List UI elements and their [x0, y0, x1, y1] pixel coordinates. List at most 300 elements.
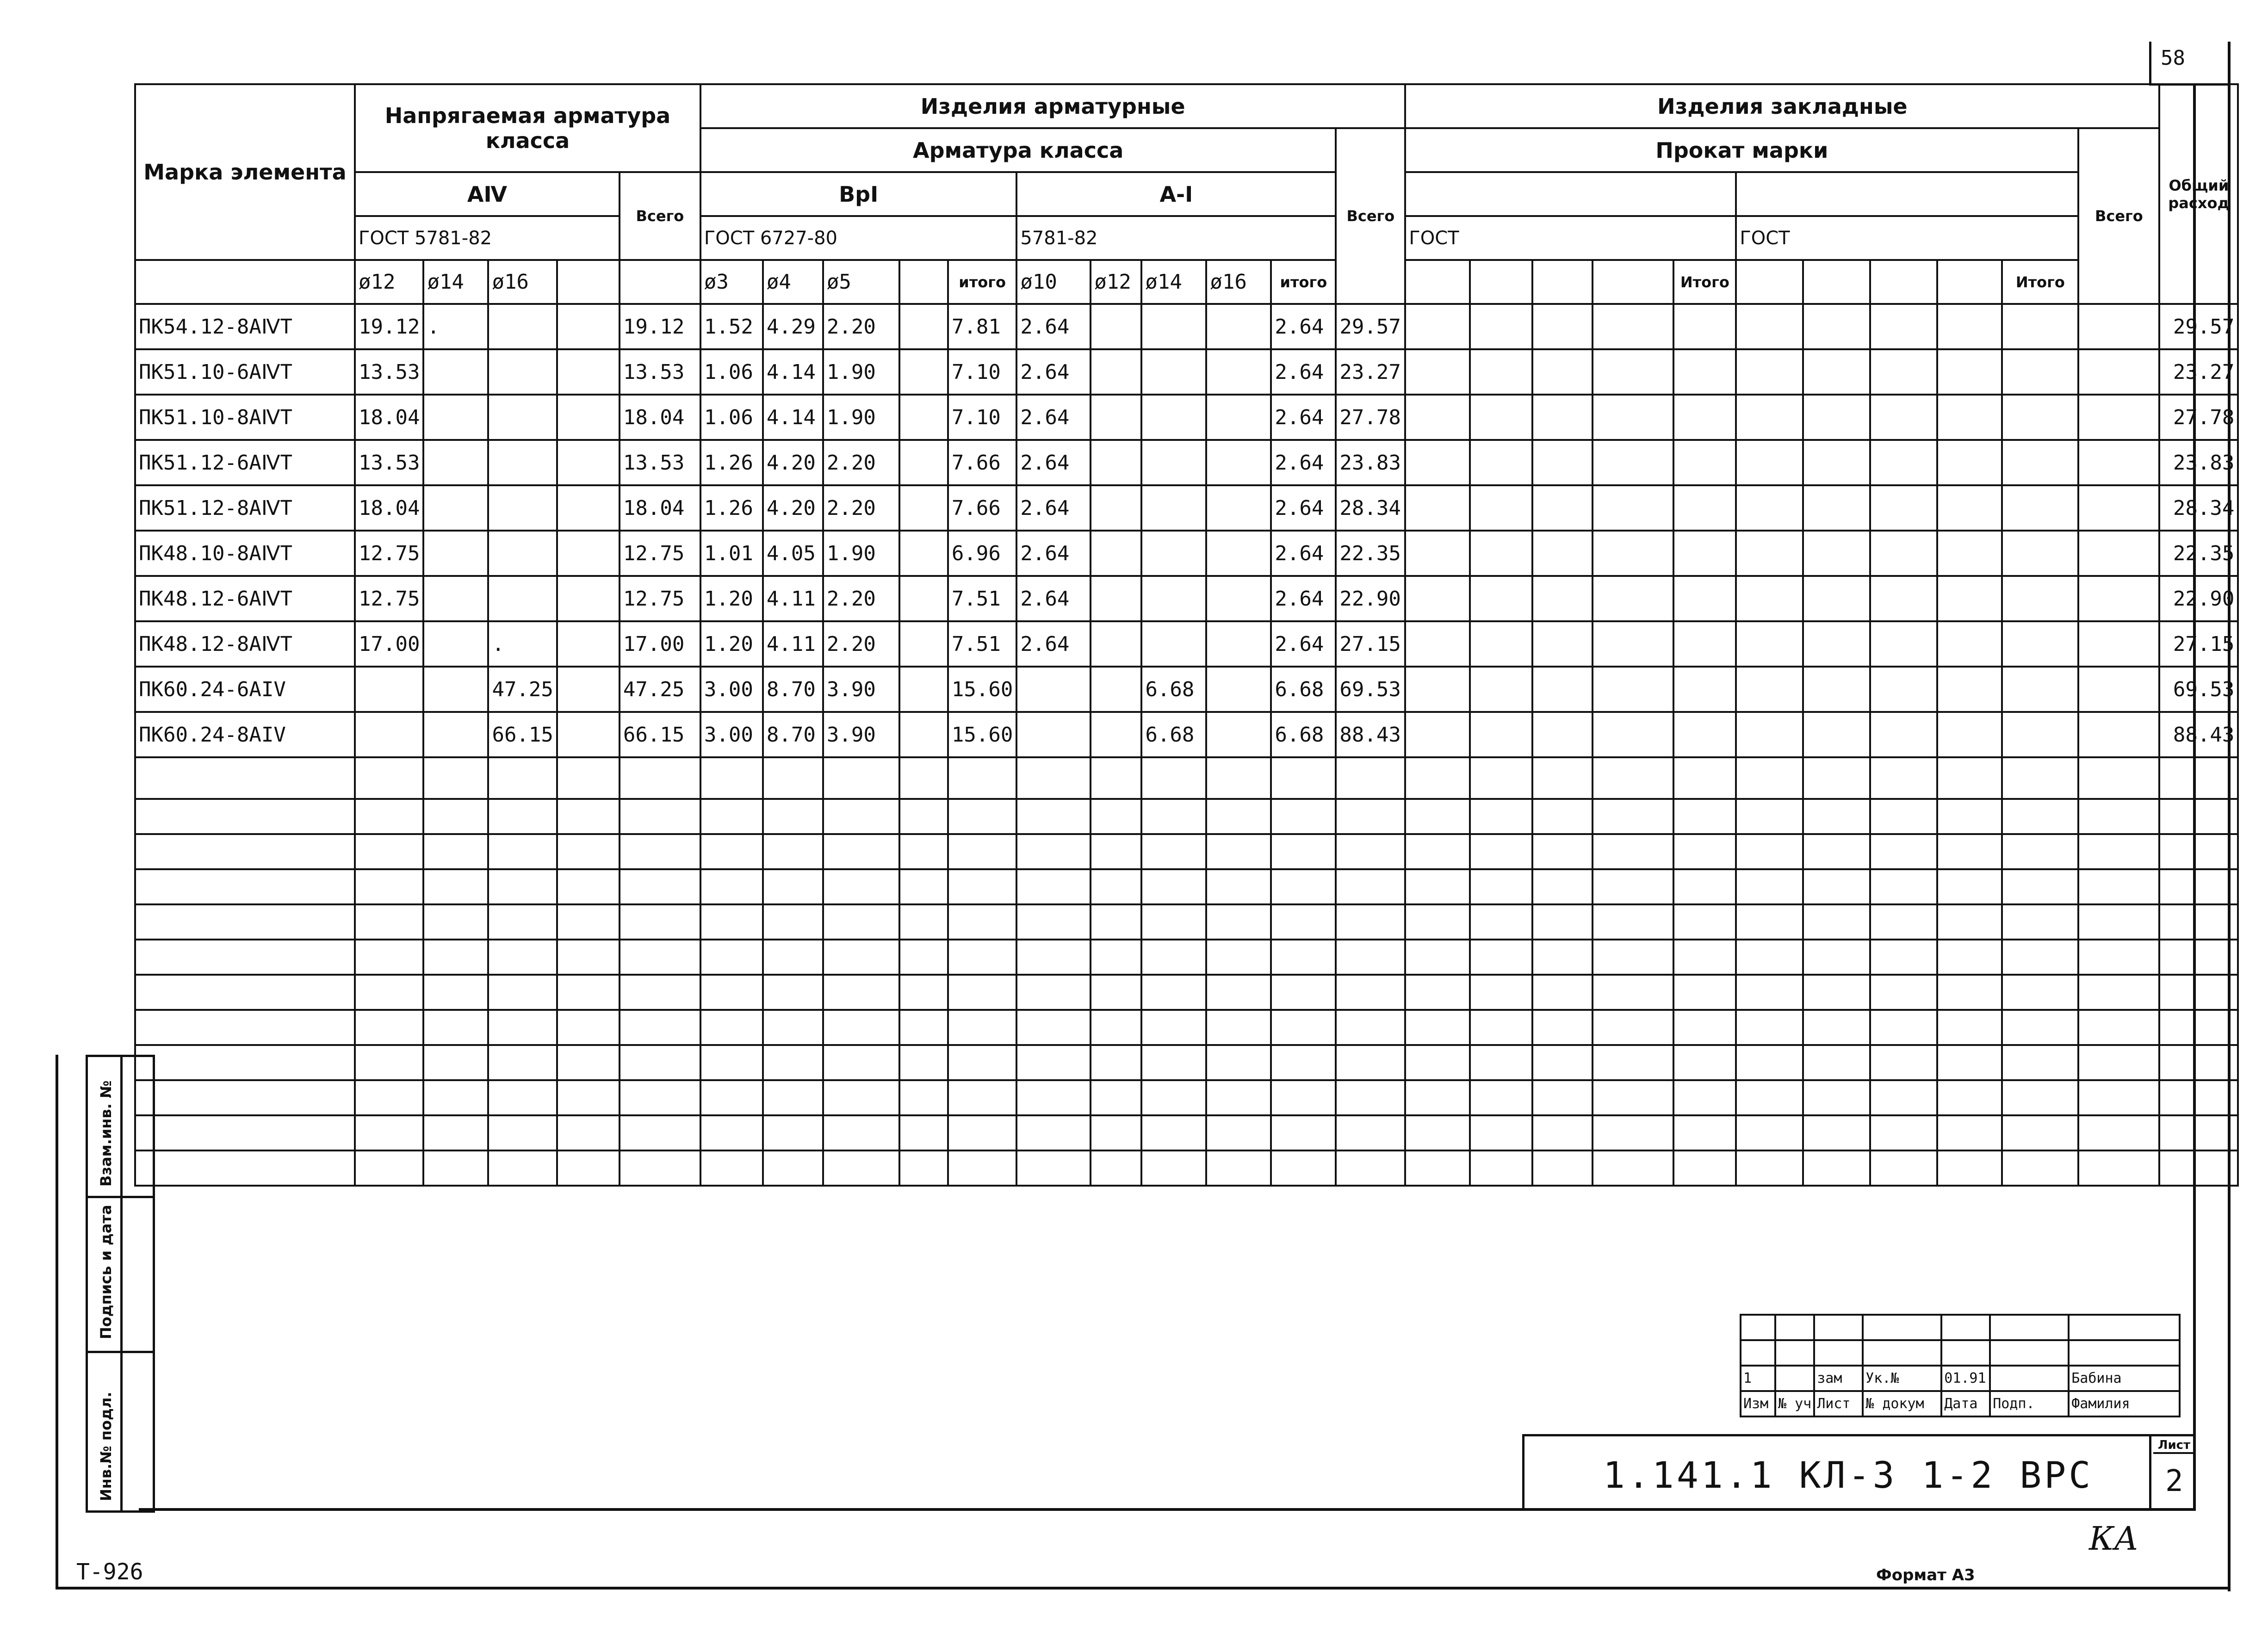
table-cell-blank: [557, 940, 620, 975]
header-blank: [1405, 260, 1470, 304]
table-cell-blank: [1937, 667, 2002, 712]
table-cell-rt: 27.78: [1336, 395, 1405, 440]
table-cell-blank: [899, 712, 948, 757]
table-cell-tot: 66.15: [620, 712, 700, 757]
table-cell-blank: [1206, 1115, 1271, 1150]
table-cell-blank: [763, 869, 823, 904]
table-cell-blank: [700, 975, 763, 1010]
table-cell-ai: 2.64: [1271, 304, 1336, 349]
table-cell-blank: [1673, 834, 1736, 869]
table-cell-blank: [620, 1115, 700, 1150]
header-overall: Общий расход: [2159, 84, 2238, 304]
table-cell-blank: [355, 757, 423, 799]
table-cell-blank: [1271, 757, 1336, 799]
table-cell-blank: [2002, 712, 2078, 757]
table-cell-blank: [948, 1115, 1016, 1150]
table-cell-blank: [1673, 869, 1736, 904]
table-cell-blank: [1405, 440, 1470, 485]
table-cell-blank: [1937, 531, 2002, 576]
table-cell-blank: [1593, 576, 1673, 621]
table-cell-blank: [948, 799, 1016, 834]
table-cell-blank: [899, 440, 948, 485]
table-cell-blank: [1736, 1080, 1803, 1115]
table-cell-blank: [2078, 621, 2159, 667]
table-cell-b4: 4.11: [763, 576, 823, 621]
table-cell-blank: [1937, 869, 2002, 904]
table-cell-blank: [1593, 395, 1673, 440]
table-cell-a12: [1091, 440, 1141, 485]
table-cell-blank: [1405, 712, 1470, 757]
table-cell-blank: [1593, 975, 1673, 1010]
table-cell-blank: [948, 904, 1016, 940]
table-cell-blank: [423, 1115, 488, 1150]
table-cell-blank: [1803, 395, 1870, 440]
table-cell-blank: [1532, 485, 1593, 531]
table-cell-blank: [1405, 1010, 1470, 1045]
table-cell-blank: [423, 1045, 488, 1080]
table-cell-blank: [1141, 799, 1206, 834]
stamp-cell: зам: [1814, 1366, 1863, 1391]
table-cell-blank: [1336, 869, 1405, 904]
table-cell-a16: [1206, 576, 1271, 621]
table-cell-blank: [355, 1045, 423, 1080]
side-divider-vertical: [120, 1057, 123, 1510]
table-cell-blank: [1141, 904, 1206, 940]
table-cell-blank: [1405, 667, 1470, 712]
table-cell-a14: [1141, 349, 1206, 395]
table-cell-blank: [2159, 1045, 2238, 1080]
table-cell-blank: [1673, 1045, 1736, 1080]
table-cell-blank: [557, 834, 620, 869]
table-cell-tot: 12.75: [620, 576, 700, 621]
table-cell-a10: 2.64: [1016, 531, 1091, 576]
table-cell-ai: 6.68: [1271, 667, 1336, 712]
table-cell-blank: [899, 757, 948, 799]
table-cell-tot: 13.53: [620, 440, 700, 485]
table-cell-blank: [135, 940, 355, 975]
table-cell-d16: [488, 304, 557, 349]
table-cell-blank: [2078, 712, 2159, 757]
table-cell-blank: [1405, 485, 1470, 531]
table-cell-blank: [700, 869, 763, 904]
table-cell-blank: [700, 940, 763, 975]
table-cell-blank: [1803, 440, 1870, 485]
table-cell-blank: [1870, 869, 1937, 904]
table-cell-blank: [1593, 757, 1673, 799]
table-cell-a12: [1091, 349, 1141, 395]
table-cell-blank: [700, 834, 763, 869]
table-cell-d14: [423, 440, 488, 485]
table-cell-blank: [557, 975, 620, 1010]
header-blank: [1593, 260, 1673, 304]
table-cell-d16: [488, 440, 557, 485]
table-cell-a14: [1141, 395, 1206, 440]
table-cell-blank: [1937, 349, 2002, 395]
table-cell-blank: [2002, 1080, 2078, 1115]
header-blank: [557, 260, 620, 304]
sheet-cell-number: 2: [2165, 1464, 2183, 1498]
table-cell-blank: [557, 757, 620, 799]
table-cell-blank: [2078, 531, 2159, 576]
table-cell-blank: [1532, 349, 1593, 395]
header-prestressed: Напрягаемая арматура класса: [355, 84, 700, 172]
table-cell-d12: 19.12: [355, 304, 423, 349]
table-cell-d16: [488, 485, 557, 531]
table-cell-b4: 8.70: [763, 667, 823, 712]
table-cell-blank: [1803, 1080, 1870, 1115]
table-cell-blank: [1091, 1010, 1141, 1045]
table-cell-blank: [2078, 667, 2159, 712]
table-cell-blank: [2078, 834, 2159, 869]
table-cell-blank: [1870, 621, 1937, 667]
table-cell-tot: 47.25: [620, 667, 700, 712]
table-cell-blank: [355, 799, 423, 834]
table-cell-blank: [1206, 799, 1271, 834]
table-cell-blank: [1937, 975, 2002, 1010]
table-cell-blank: [135, 757, 355, 799]
table-cell-blank: [1336, 799, 1405, 834]
drawing-code: T-926: [76, 1559, 143, 1585]
table-cell-blank: [1206, 757, 1271, 799]
table-row-empty: [135, 904, 2238, 940]
table-cell-a12: [1091, 712, 1141, 757]
table-cell-blank: [423, 1080, 488, 1115]
table-cell-blank: [1673, 799, 1736, 834]
table-cell-a10: 2.64: [1016, 395, 1091, 440]
table-cell-blank: [1141, 1150, 1206, 1186]
table-cell-b5: 2.20: [823, 621, 899, 667]
header-itogo-a1: итого: [1271, 260, 1336, 304]
table-cell-b5: 1.90: [823, 395, 899, 440]
table-row-empty: [135, 799, 2238, 834]
table-cell-blank: [2078, 940, 2159, 975]
table-cell-blank: [1593, 531, 1673, 576]
table-cell-blank: [1336, 757, 1405, 799]
table-cell-blank: [1405, 1150, 1470, 1186]
table-cell-blank: [1803, 834, 1870, 869]
table-cell-blank: [1736, 712, 1803, 757]
table-cell-blank: [823, 904, 899, 940]
table-cell-blank: [1593, 869, 1673, 904]
table-cell-blank: [557, 1045, 620, 1080]
element-mark: ПК51.10-8АⅣТ: [135, 395, 355, 440]
table-cell-blank: [1937, 1080, 2002, 1115]
table-cell-blank: [1937, 799, 2002, 834]
table-cell-d14: [423, 531, 488, 576]
table-row-empty: [135, 975, 2238, 1010]
doc-code: 1.141.1 КЛ-3 1-2 ВРС: [1603, 1455, 2094, 1497]
table-row: [135, 395, 2238, 440]
table-cell-blank: [1271, 1080, 1336, 1115]
table-cell-d12: [355, 667, 423, 712]
table-cell-blank: [823, 834, 899, 869]
table-cell-blank: [1736, 975, 1803, 1010]
table-cell-blank: [135, 834, 355, 869]
table-cell-overall: 27.78: [2159, 395, 2238, 440]
table-cell-blank: [700, 1150, 763, 1186]
table-cell-a12: [1091, 531, 1141, 576]
stamp-cell: Дата: [1941, 1391, 1990, 1416]
table-cell-bi: 15.60: [948, 667, 1016, 712]
table-cell-blank: [948, 1045, 1016, 1080]
stamp-cell: Лист: [1814, 1391, 1863, 1416]
table-cell-b4: 4.20: [763, 440, 823, 485]
table-cell-blank: [1532, 1080, 1593, 1115]
table-cell-blank: [557, 440, 620, 485]
table-cell-b5: 2.20: [823, 440, 899, 485]
table-cell-blank: [620, 1080, 700, 1115]
table-cell-tot: 18.04: [620, 395, 700, 440]
table-cell-blank: [1532, 667, 1593, 712]
table-cell-blank: [1870, 1080, 1937, 1115]
table-cell-blank: [1736, 799, 1803, 834]
table-cell-blank: [1803, 576, 1870, 621]
header-gost2: ГОСТ: [1736, 216, 2078, 260]
table-cell-blank: [1405, 940, 1470, 975]
table-cell-blank: [355, 1080, 423, 1115]
table-cell-ai: 6.68: [1271, 712, 1336, 757]
table-cell-blank: [1593, 1080, 1673, 1115]
table-cell-blank: [823, 757, 899, 799]
table-cell-a14: [1141, 531, 1206, 576]
table-cell-blank: [1736, 1045, 1803, 1080]
table-cell-blank: [1532, 1010, 1593, 1045]
table-cell-blank: [1206, 869, 1271, 904]
table-cell-blank: [1141, 757, 1206, 799]
table-cell-blank: [2002, 440, 2078, 485]
table-cell-blank: [700, 799, 763, 834]
table-cell-blank: [557, 304, 620, 349]
table-cell-blank: [823, 1045, 899, 1080]
table-cell-blank: [1091, 1150, 1141, 1186]
table-cell-blank: [1271, 799, 1336, 834]
table-cell-d16: [488, 576, 557, 621]
header-rolled: Прокат марки: [1405, 128, 2078, 172]
table-cell-blank: [557, 349, 620, 395]
table-cell-blank: [1673, 667, 1736, 712]
table-cell-b3: 1.06: [700, 395, 763, 440]
table-cell-blank: [1937, 712, 2002, 757]
table-cell-rt: 29.57: [1336, 304, 1405, 349]
table-cell-blank: [1803, 975, 1870, 1010]
table-cell-blank: [355, 869, 423, 904]
table-cell-a16: [1206, 531, 1271, 576]
table-cell-tot: 19.12: [620, 304, 700, 349]
table-cell-blank: [1870, 667, 1937, 712]
table-cell-blank: [1736, 349, 1803, 395]
table-cell-overall: 29.57: [2159, 304, 2238, 349]
table-cell-blank: [1532, 1115, 1593, 1150]
table-cell-blank: [355, 904, 423, 940]
table-cell-d12: 12.75: [355, 576, 423, 621]
table-cell-blank: [1803, 712, 1870, 757]
table-cell-a16: [1206, 712, 1271, 757]
table-row-empty: [135, 834, 2238, 869]
header-blank: [620, 260, 700, 304]
table-cell-blank: [1470, 485, 1532, 531]
table-cell-blank: [1405, 799, 1470, 834]
table-cell-blank: [1593, 349, 1673, 395]
table-cell-blank: [1405, 757, 1470, 799]
table-cell-blank: [2002, 667, 2078, 712]
table-cell-ai: 2.64: [1271, 440, 1336, 485]
table-cell-blank: [2002, 1150, 2078, 1186]
table-cell-blank: [1405, 1045, 1470, 1080]
stamp-cell: 1: [1741, 1366, 1775, 1391]
element-mark: ПК60.24-6АIV: [135, 667, 355, 712]
table-cell-a14: [1141, 485, 1206, 531]
table-cell-blank: [1673, 1150, 1736, 1186]
element-mark: ПК51.12-8АⅣТ: [135, 485, 355, 531]
table-cell-blank: [948, 1080, 1016, 1115]
table-cell-overall: 23.83: [2159, 440, 2238, 485]
table-cell-blank: [488, 869, 557, 904]
table-cell-blank: [1673, 485, 1736, 531]
table-cell-blank: [2078, 1045, 2159, 1080]
format-label: Формат А3: [1876, 1566, 1975, 1584]
table-cell-blank: [1937, 940, 2002, 975]
table-cell-blank: [557, 869, 620, 904]
table-row-empty: [135, 1150, 2238, 1186]
table-cell-tot: 17.00: [620, 621, 700, 667]
table-cell-blank: [1405, 576, 1470, 621]
table-cell-ai: 2.64: [1271, 395, 1336, 440]
table-cell-blank: [899, 621, 948, 667]
table-cell-blank: [700, 1045, 763, 1080]
table-cell-blank: [2002, 1045, 2078, 1080]
table-cell-blank: [2078, 576, 2159, 621]
table-cell-blank: [1673, 904, 1736, 940]
table-cell-blank: [1803, 904, 1870, 940]
table-cell-a10: 2.64: [1016, 621, 1091, 667]
table-cell-blank: [899, 834, 948, 869]
table-cell-bi: 15.60: [948, 712, 1016, 757]
table-cell-a12: [1091, 304, 1141, 349]
table-cell-blank: [899, 531, 948, 576]
table-cell-a12: [1091, 621, 1141, 667]
element-mark: ПК51.10-6АⅣТ: [135, 349, 355, 395]
header-reinf-class: Арматура класса: [700, 128, 1336, 172]
table-cell-blank: [2002, 349, 2078, 395]
table-cell-blank: [1470, 667, 1532, 712]
table-cell-blank: [2159, 1115, 2238, 1150]
table-cell-blank: [899, 799, 948, 834]
table-cell-blank: [423, 1150, 488, 1186]
table-cell-blank: [899, 1010, 948, 1045]
table-cell-blank: [1141, 834, 1206, 869]
table-cell-blank: [1803, 940, 1870, 975]
table-cell-blank: [763, 1045, 823, 1080]
table-cell-blank: [1532, 940, 1593, 975]
table-cell-bi: 7.51: [948, 576, 1016, 621]
table-cell-a10: [1016, 667, 1091, 712]
table-cell-blank: [1870, 975, 1937, 1010]
table-row: [135, 485, 2238, 531]
table-cell-blank: [620, 940, 700, 975]
table-cell-a16: [1206, 667, 1271, 712]
table-cell-rt: 23.27: [1336, 349, 1405, 395]
stamp-cell: Ук.№: [1863, 1366, 1941, 1391]
table-cell-blank: [1206, 1080, 1271, 1115]
table-cell-blank: [2002, 1115, 2078, 1150]
header-prestressed-total: Всего: [620, 172, 700, 260]
table-cell-blank: [823, 1080, 899, 1115]
table-row: [135, 349, 2238, 395]
table-cell-blank: [1736, 395, 1803, 440]
table-cell-ai: 2.64: [1271, 349, 1336, 395]
table-cell-blank: [135, 1080, 355, 1115]
table-cell-blank: [1470, 395, 1532, 440]
table-cell-blank: [1271, 904, 1336, 940]
table-cell-blank: [135, 1115, 355, 1150]
table-cell-a16: [1206, 621, 1271, 667]
table-cell-blank: [488, 757, 557, 799]
table-cell-blank: [620, 1010, 700, 1045]
table-cell-a14: [1141, 304, 1206, 349]
table-cell-blank: [1470, 1045, 1532, 1080]
table-cell-a10: 2.64: [1016, 440, 1091, 485]
element-mark: ПК48.10-8АⅣТ: [135, 531, 355, 576]
table-cell-blank: [1206, 975, 1271, 1010]
header-itogo2: Итого: [2002, 260, 2078, 304]
table-cell-blank: [1016, 1045, 1091, 1080]
table-cell-b4: 8.70: [763, 712, 823, 757]
header-blank: [1736, 260, 1803, 304]
table-cell-blank: [620, 904, 700, 940]
header-d12b: ø12: [1091, 260, 1141, 304]
table-cell-rt: 27.15: [1336, 621, 1405, 667]
table-cell-blank: [488, 1080, 557, 1115]
table-cell-blank: [1336, 975, 1405, 1010]
header-mark: Марка элемента: [135, 84, 355, 260]
header-d10: ø10: [1016, 260, 1091, 304]
table-cell-blank: [1937, 395, 2002, 440]
table-cell-blank: [620, 869, 700, 904]
table-cell-blank: [2159, 869, 2238, 904]
table-cell-blank: [423, 869, 488, 904]
table-cell-b4: 4.14: [763, 395, 823, 440]
table-cell-blank: [1470, 1080, 1532, 1115]
table-cell-blank: [899, 1150, 948, 1186]
table-cell-ai: 2.64: [1271, 485, 1336, 531]
table-cell-blank: [1532, 869, 1593, 904]
table-cell-blank: [1532, 531, 1593, 576]
table-cell-a10: 2.64: [1016, 576, 1091, 621]
table-cell-blank: [1405, 975, 1470, 1010]
table-cell-a16: [1206, 440, 1271, 485]
table-cell-blank: [423, 975, 488, 1010]
table-cell-bi: 7.81: [948, 304, 1016, 349]
table-cell-blank: [1405, 349, 1470, 395]
table-cell-blank: [1736, 531, 1803, 576]
table-cell-blank: [1206, 1010, 1271, 1045]
table-cell-blank: [948, 975, 1016, 1010]
table-cell-blank: [1016, 869, 1091, 904]
table-cell-blank: [823, 940, 899, 975]
table-cell-blank: [1937, 757, 2002, 799]
table-cell-tot: 18.04: [620, 485, 700, 531]
table-cell-blank: [1736, 667, 1803, 712]
table-cell-blank: [1091, 1080, 1141, 1115]
table-cell-blank: [557, 904, 620, 940]
table-cell-blank: [1593, 904, 1673, 940]
table-cell-d16: 66.15: [488, 712, 557, 757]
table-cell-blank: [899, 1045, 948, 1080]
table-cell-blank: [1593, 667, 1673, 712]
table-cell-blank: [1271, 975, 1336, 1010]
table-cell-blank: [1470, 531, 1532, 576]
table-cell-a12: [1091, 576, 1141, 621]
